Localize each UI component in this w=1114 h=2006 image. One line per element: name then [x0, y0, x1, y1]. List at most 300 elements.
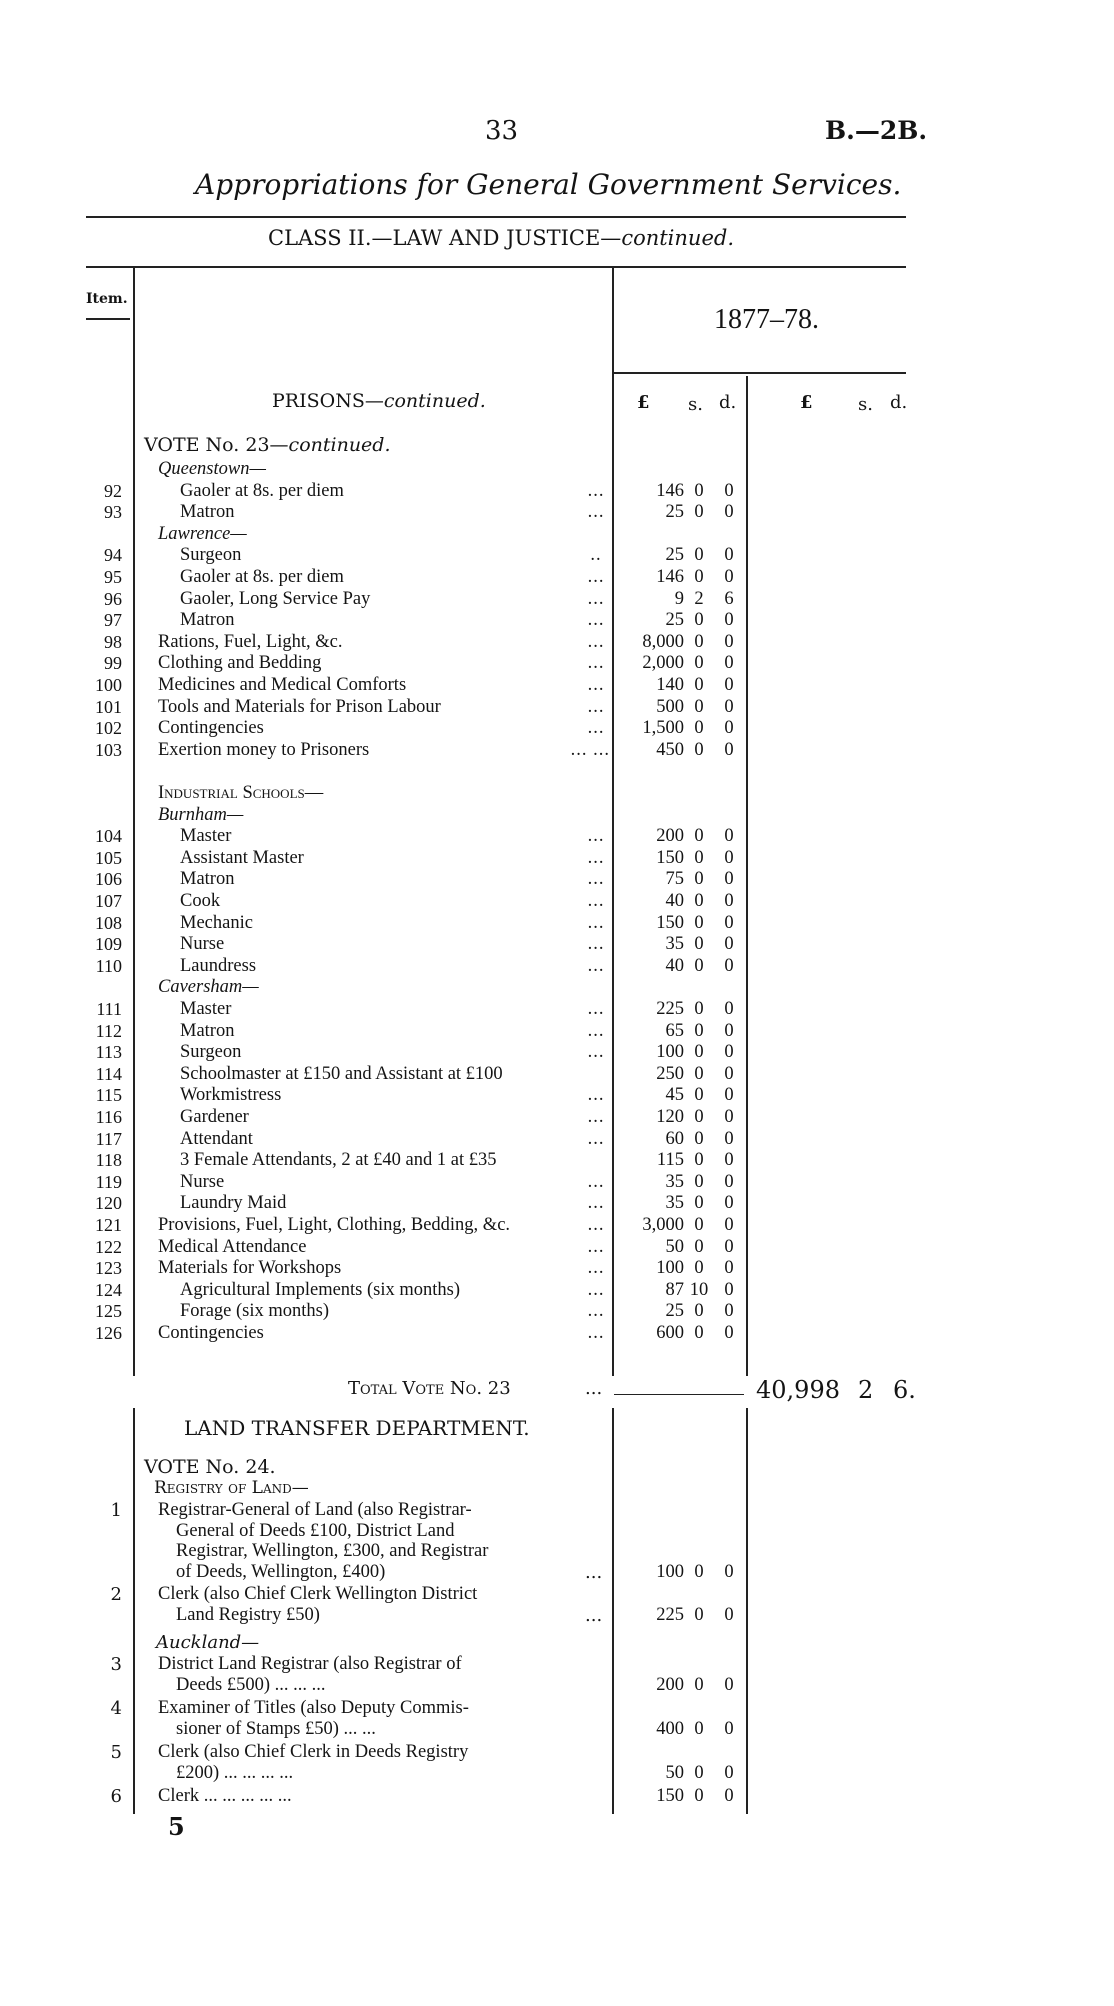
amount-shillings: 0: [694, 567, 704, 587]
item-description-line: General of Deeds £100, District Land: [176, 1520, 455, 1541]
table-row: [0, 458, 1114, 480]
item-description: Master: [180, 999, 232, 1019]
amount-pence: 0: [724, 869, 734, 890]
table-row: [0, 544, 1114, 566]
amount-pounds: 40: [665, 955, 684, 976]
table-row: [0, 933, 1114, 955]
table-row: [0, 652, 1114, 674]
table-row: [0, 566, 1114, 588]
amount-shillings: 0: [694, 739, 704, 760]
amount-shillings: 0: [694, 502, 704, 523]
amount-pounds: 200: [656, 1674, 684, 1695]
total-pence: 6.: [893, 1376, 916, 1404]
total-pounds-header: £: [800, 392, 813, 413]
amount-pounds: 65: [665, 1020, 684, 1041]
leader-dots: ...: [587, 955, 605, 976]
item-number: 117: [95, 1128, 122, 1149]
amount-shillings: 0: [694, 826, 704, 847]
amount-pence: 0: [724, 1674, 734, 1695]
amount-pence: 0: [724, 891, 734, 911]
amount-pence: 0: [724, 955, 734, 976]
amount-shillings: 0: [694, 1718, 704, 1739]
amount-pence: 0: [724, 1718, 734, 1739]
table-row: [0, 1128, 1114, 1150]
item-description: Materials for Workshops: [158, 1258, 342, 1279]
amount-pence: 0: [724, 545, 734, 566]
item-description: Surgeon: [180, 545, 242, 566]
item-number: 125: [95, 1301, 122, 1322]
amount-shillings: 0: [694, 847, 704, 868]
item-description-line: Registrar-General of Land (also Registrar-: [158, 1500, 472, 1520]
item-number: 119: [95, 1171, 122, 1192]
item-description: Agricultural Implements (six months): [180, 1279, 461, 1300]
item-description: Lawrence—: [158, 523, 247, 544]
item-description: Matron: [180, 869, 235, 890]
table-row: [0, 739, 1114, 761]
rule-class: [86, 266, 906, 268]
item-number: 100: [95, 675, 122, 695]
amount-pounds: 2,000: [642, 653, 684, 674]
item-number: 114: [95, 1063, 122, 1084]
amount-pence: 0: [724, 610, 734, 631]
amount-shillings: 0: [694, 610, 704, 631]
amount-pence: 0: [724, 1604, 734, 1625]
item-number: 108: [95, 912, 122, 933]
item-description: Medical Attendance: [158, 1236, 307, 1257]
amount-pounds: 500: [656, 696, 684, 717]
amount-shillings: 0: [694, 1561, 704, 1582]
amount-shillings: 0: [694, 1063, 704, 1084]
table-row: [0, 1257, 1114, 1279]
item-number: 103: [95, 739, 122, 760]
item-description: Gardener: [180, 1107, 249, 1127]
table-row: [0, 782, 1114, 804]
item-description: Laundress: [180, 955, 257, 976]
amount-pence: 0: [724, 1193, 734, 1214]
amount-shillings: 0: [694, 631, 704, 652]
item-description: Gaoler at 8s. per diem: [180, 567, 344, 587]
leader-dots: ...: [587, 1128, 605, 1149]
item-number: 105: [95, 847, 122, 868]
amount-pounds: 225: [656, 999, 684, 1019]
table-row: [0, 1106, 1114, 1128]
total-pence-header: d.: [890, 392, 908, 413]
amount-pounds: 450: [656, 739, 684, 760]
item-head-rule: [86, 318, 130, 320]
item-column-rule-lower: [133, 1408, 135, 1814]
amount-pence: 0: [724, 631, 734, 652]
leader-dots: ...: [587, 869, 605, 890]
item-number: 2: [110, 1584, 122, 1605]
amount-pounds: 600: [656, 1323, 684, 1343]
amount-shillings: 0: [694, 1193, 704, 1214]
amount-pounds: 146: [656, 567, 684, 587]
item-number: 122: [95, 1236, 122, 1257]
item-number: 6: [110, 1786, 122, 1807]
amount-pounds: 35: [665, 934, 684, 955]
table-row: [0, 588, 1114, 610]
item-number: 101: [95, 696, 122, 717]
item-number: 96: [104, 588, 122, 609]
table-row: [0, 480, 1114, 502]
amount-pence: 0: [724, 1085, 734, 1106]
amount-pounds: 25: [665, 502, 684, 523]
item-description: Nurse: [180, 1171, 225, 1192]
item-description: Forage (six months): [180, 1301, 330, 1322]
amount-pence: 0: [724, 826, 734, 847]
year-header: 1877–78.: [714, 304, 819, 335]
amount-pence: 6: [724, 588, 734, 609]
item-description: Medicines and Medical Comforts: [158, 675, 407, 695]
item-description: Exertion money to Prisoners: [158, 739, 370, 760]
item-description: Gaoler at 8s. per diem: [180, 480, 344, 501]
item-description: Clothing and Bedding: [158, 653, 322, 674]
amount-pence: 0: [724, 1042, 734, 1063]
amount-pounds: 150: [656, 1786, 684, 1806]
amount-pence: 0: [724, 1215, 734, 1235]
amount-pence: 0: [724, 1561, 734, 1582]
item-number: 112: [95, 1020, 122, 1041]
item-number: 121: [95, 1215, 122, 1235]
amount-shillings: 0: [694, 1258, 704, 1279]
item-description: Provisions, Fuel, Light, Clothing, Bedding, &c.: [158, 1215, 511, 1235]
table-row: [0, 868, 1114, 890]
amount-pence: 0: [724, 718, 734, 739]
amount-pounds: 40: [665, 891, 684, 911]
amount-pounds: 115: [656, 1150, 684, 1171]
item-description-line: District Land Registrar (also Registrar of: [158, 1654, 462, 1674]
item-number: 102: [95, 718, 122, 739]
total-dots: ...: [585, 1378, 603, 1399]
amount-shillings: 0: [694, 1171, 704, 1192]
amount-pounds: 3,000: [642, 1215, 684, 1235]
total-column-rule-lower: [746, 1408, 748, 1814]
table-row: [0, 1192, 1114, 1214]
amount-pounds: 50: [665, 1762, 684, 1783]
amount-shillings: 0: [694, 1215, 704, 1235]
table-row: [0, 760, 1114, 782]
item-description: Industrial Schools—: [158, 783, 324, 803]
table-row: [0, 1020, 1114, 1042]
leader-dots: ...: [587, 1279, 605, 1300]
table-row: [0, 847, 1114, 869]
table-row: [0, 631, 1114, 653]
item-number: 124: [95, 1279, 122, 1300]
amount-shillings: 0: [694, 934, 704, 955]
leader-dots: ..: [590, 545, 602, 566]
total-label: Total Vote No. 23: [348, 1378, 511, 1399]
table-row: [0, 1236, 1114, 1258]
item-number: 3: [110, 1654, 122, 1675]
amount-pence: 0: [724, 502, 734, 523]
amount-shillings: 0: [694, 696, 704, 717]
leader-dots: ...: [585, 1561, 603, 1583]
amount-shillings: 0: [694, 1042, 704, 1063]
amount-pounds: 225: [656, 1604, 684, 1625]
item-number: 94: [104, 545, 122, 566]
amount-pence: 0: [724, 480, 734, 501]
amount-pence: 0: [724, 739, 734, 760]
table-row: [0, 674, 1114, 696]
amount-pounds: 87: [665, 1279, 684, 1300]
leader-dots: ...: [587, 826, 605, 847]
leader-dots: ...: [587, 480, 605, 501]
item-number: 110: [95, 955, 122, 976]
amount-shillings: 0: [694, 1786, 704, 1806]
leader-dots: ...: [587, 1171, 605, 1192]
amount-pence: 0: [724, 1150, 734, 1171]
item-description: Surgeon: [180, 1042, 242, 1063]
item-number: 95: [104, 567, 122, 587]
amount-pence: 0: [724, 1171, 734, 1192]
item-description-line: Clerk (also Chief Clerk in Deeds Registry: [158, 1742, 469, 1762]
item-description-line: Land Registry £50): [176, 1604, 320, 1625]
amount-pounds: 75: [665, 869, 684, 890]
amount-shillings: 0: [694, 480, 704, 501]
item-description: Laundry Maid: [180, 1193, 287, 1214]
amount-shillings: 0: [694, 1674, 704, 1695]
item-description: Gaoler, Long Service Pay: [180, 588, 371, 609]
item-description-line: Clerk (also Chief Clerk Wellington District: [158, 1584, 478, 1604]
item-description: Matron: [180, 1020, 235, 1041]
table-row: [0, 1149, 1114, 1171]
item-number: 104: [95, 826, 122, 847]
item-number: 106: [95, 869, 122, 890]
item-description: Nurse: [180, 934, 225, 955]
amount-pounds: 1,500: [642, 718, 684, 739]
amount-shillings: 10: [689, 1279, 709, 1300]
table-row: [0, 1322, 1114, 1344]
item-description-line: Examiner of Titles (also Deputy Commis-: [158, 1698, 469, 1718]
amount-pounds: 60: [665, 1128, 684, 1149]
amount-pounds: 25: [665, 610, 684, 631]
item-description: Attendant: [180, 1128, 253, 1149]
leader-dots: ...: [587, 934, 605, 955]
item-number: 4: [110, 1698, 122, 1719]
leader-dots: ...: [587, 1085, 605, 1106]
item-number: 118: [95, 1150, 122, 1171]
leader-dots: ...: [587, 675, 605, 695]
vote-24-heading: VOTE No. 24.: [144, 1456, 276, 1478]
amount-shillings: 0: [694, 1236, 704, 1257]
pounds-header: £: [637, 392, 650, 413]
item-description-line: Registrar, Wellington, £300, and Registrar: [176, 1541, 489, 1562]
amount-shillings: 0: [694, 1323, 704, 1343]
table-row: [0, 804, 1114, 826]
amount-shillings: 0: [694, 1301, 704, 1322]
registry-heading: Registry of Land—: [154, 1478, 309, 1498]
amount-shillings: 0: [694, 912, 704, 933]
table-row: [0, 976, 1114, 998]
amount-shillings: 0: [694, 675, 704, 695]
item-number: 109: [95, 934, 122, 955]
amount-shillings: 0: [694, 999, 704, 1019]
item-description: 3 Female Attendants, 2 at £40 and 1 at £35: [180, 1150, 497, 1171]
amount-pounds: 150: [656, 912, 684, 933]
amount-pence: 0: [724, 1786, 734, 1806]
leader-dots: ...: [587, 1215, 605, 1235]
rule-top: [86, 216, 906, 218]
signature-mark: 5: [168, 1812, 185, 1841]
amount-shillings: 0: [694, 869, 704, 890]
land-transfer-heading: LAND TRANSFER DEPARTMENT.: [184, 1416, 530, 1440]
table-row: [0, 955, 1114, 977]
item-description: Cook: [180, 891, 221, 911]
item-number: 123: [95, 1258, 122, 1279]
shillings-header: s.: [688, 394, 703, 415]
leader-dots: ...: [587, 999, 605, 1019]
prisons-heading: PRISONS—continued.: [272, 390, 486, 412]
leader-dots: ...: [587, 1042, 605, 1063]
item-description-line: Deeds £500) ... ... ...: [176, 1674, 326, 1695]
amount-shillings: 0: [694, 718, 704, 739]
amount-pence: 0: [724, 1258, 734, 1279]
leader-dots: ...: [587, 1107, 605, 1127]
item-description: Schoolmaster at £150 and Assistant at £100: [180, 1063, 503, 1084]
item-description: Caversham—: [158, 977, 259, 998]
item-number: 1: [110, 1500, 122, 1521]
item-number: 120: [95, 1193, 122, 1214]
table-row: [0, 1041, 1114, 1063]
amount-shillings: 2: [694, 588, 704, 609]
amount-pence: 0: [724, 999, 734, 1019]
item-description: Queenstown—: [158, 459, 266, 479]
amount-pence: 0: [724, 1323, 734, 1343]
table-row: [0, 696, 1114, 718]
leader-dots: ...: [587, 1236, 605, 1257]
amount-pence: 0: [724, 567, 734, 587]
item-description: Rations, Fuel, Light, &c.: [158, 631, 343, 652]
amount-pounds: 400: [656, 1718, 684, 1739]
table-row: [0, 890, 1114, 912]
amount-pounds: 8,000: [642, 631, 684, 652]
leader-dots: ...: [587, 588, 605, 609]
table-row: [0, 998, 1114, 1020]
amount-pence: 0: [724, 934, 734, 955]
leader-dots: ...: [587, 610, 605, 631]
amount-pence: 0: [724, 1279, 734, 1300]
item-number: 98: [104, 631, 122, 652]
money-column-rule-lower: [612, 1408, 614, 1814]
year-rule: [614, 372, 906, 374]
amount-pounds: 150: [656, 847, 684, 868]
amount-pounds: 120: [656, 1107, 684, 1127]
amount-shillings: 0: [694, 1107, 704, 1127]
total-shillings-header: s.: [858, 394, 873, 415]
pence-header-label: d.: [719, 392, 737, 413]
leader-dots: ...: [587, 1323, 605, 1343]
amount-pence: 0: [724, 653, 734, 674]
amount-shillings: 0: [694, 1150, 704, 1171]
amount-shillings: 0: [694, 653, 704, 674]
item-description: Mechanic: [180, 912, 253, 933]
item-number: 115: [95, 1085, 122, 1106]
item-number: 93: [104, 502, 122, 523]
amount-pounds: 9: [674, 588, 684, 609]
item-description-line: Clerk ... ... ... ... ...: [158, 1786, 292, 1806]
amount-shillings: 0: [694, 1085, 704, 1106]
amount-pence: 0: [724, 1762, 734, 1783]
item-number: 92: [104, 480, 122, 501]
item-number: 107: [95, 891, 122, 911]
amount-shillings: 0: [694, 1604, 704, 1625]
amount-pence: 0: [724, 1301, 734, 1322]
table-row: [0, 609, 1114, 631]
amount-pence: 0: [724, 847, 734, 868]
amount-pence: 0: [724, 1236, 734, 1257]
table-row: [0, 717, 1114, 739]
leader-dots: ...: [587, 631, 605, 652]
amount-shillings: 0: [694, 1128, 704, 1149]
item-description: Burnham—: [158, 804, 244, 825]
vote-23-heading: VOTE No. 23—continued.: [144, 434, 391, 456]
leader-dots: ...: [587, 653, 605, 674]
paper-reference: B.—2B.: [825, 116, 928, 145]
leader-dots: ...: [587, 1258, 605, 1279]
amount-pounds: 100: [656, 1042, 684, 1063]
item-description-line: of Deeds, Wellington, £400): [176, 1561, 386, 1582]
item-description: Assistant Master: [180, 847, 304, 868]
amount-pounds: 50: [665, 1236, 684, 1257]
leader-dots: ...: [587, 1020, 605, 1041]
amount-pounds: 140: [656, 675, 684, 695]
item-description: Master: [180, 826, 232, 847]
table-row: [0, 501, 1114, 523]
leader-dots: ...: [587, 891, 605, 911]
class-heading: CLASS II.—LAW AND JUSTICE—continued.: [268, 226, 734, 250]
amount-shillings: 0: [694, 1020, 704, 1041]
table-row: [0, 1279, 1114, 1301]
amount-pence: 0: [724, 675, 734, 695]
item-description-line: sioner of Stamps £50) ... ...: [176, 1718, 376, 1739]
amount-pounds: 100: [656, 1561, 684, 1582]
amount-pence: 0: [724, 912, 734, 933]
amount-pounds: 35: [665, 1171, 684, 1192]
table-row: [0, 1084, 1114, 1106]
item-description: Matron: [180, 610, 235, 631]
amount-shillings: 0: [694, 955, 704, 976]
leader-dots: ...: [587, 718, 605, 739]
amount-pounds: 25: [665, 1301, 684, 1322]
item-column-header: Item.: [86, 291, 128, 307]
table-row: [0, 1063, 1114, 1085]
leader-dots: ...: [587, 502, 605, 523]
item-number: 111: [96, 999, 122, 1019]
amount-pence: 0: [724, 1107, 734, 1127]
table-row: [0, 1300, 1114, 1322]
item-description: Contingencies: [158, 718, 264, 739]
item-number: 126: [95, 1323, 122, 1343]
total-pounds: 40,998: [756, 1376, 840, 1404]
item-number: 116: [95, 1107, 122, 1127]
item-number: 113: [95, 1042, 122, 1063]
item-number: 5: [110, 1742, 122, 1763]
table-row: [0, 1171, 1114, 1193]
amount-pounds: 35: [665, 1193, 684, 1214]
item-description: Matron: [180, 502, 235, 523]
leader-dots: ...: [587, 1301, 605, 1322]
item-number: 99: [104, 653, 122, 674]
amount-pounds: 146: [656, 480, 684, 501]
amount-pounds: 200: [656, 826, 684, 847]
table-row: [0, 1214, 1114, 1236]
amount-pence: 0: [724, 696, 734, 717]
page-number: 33: [485, 116, 519, 146]
amount-pence: 0: [724, 1128, 734, 1149]
leader-dots: ...: [587, 567, 605, 587]
item-number: 97: [104, 610, 122, 631]
amount-pounds: 45: [665, 1085, 684, 1106]
